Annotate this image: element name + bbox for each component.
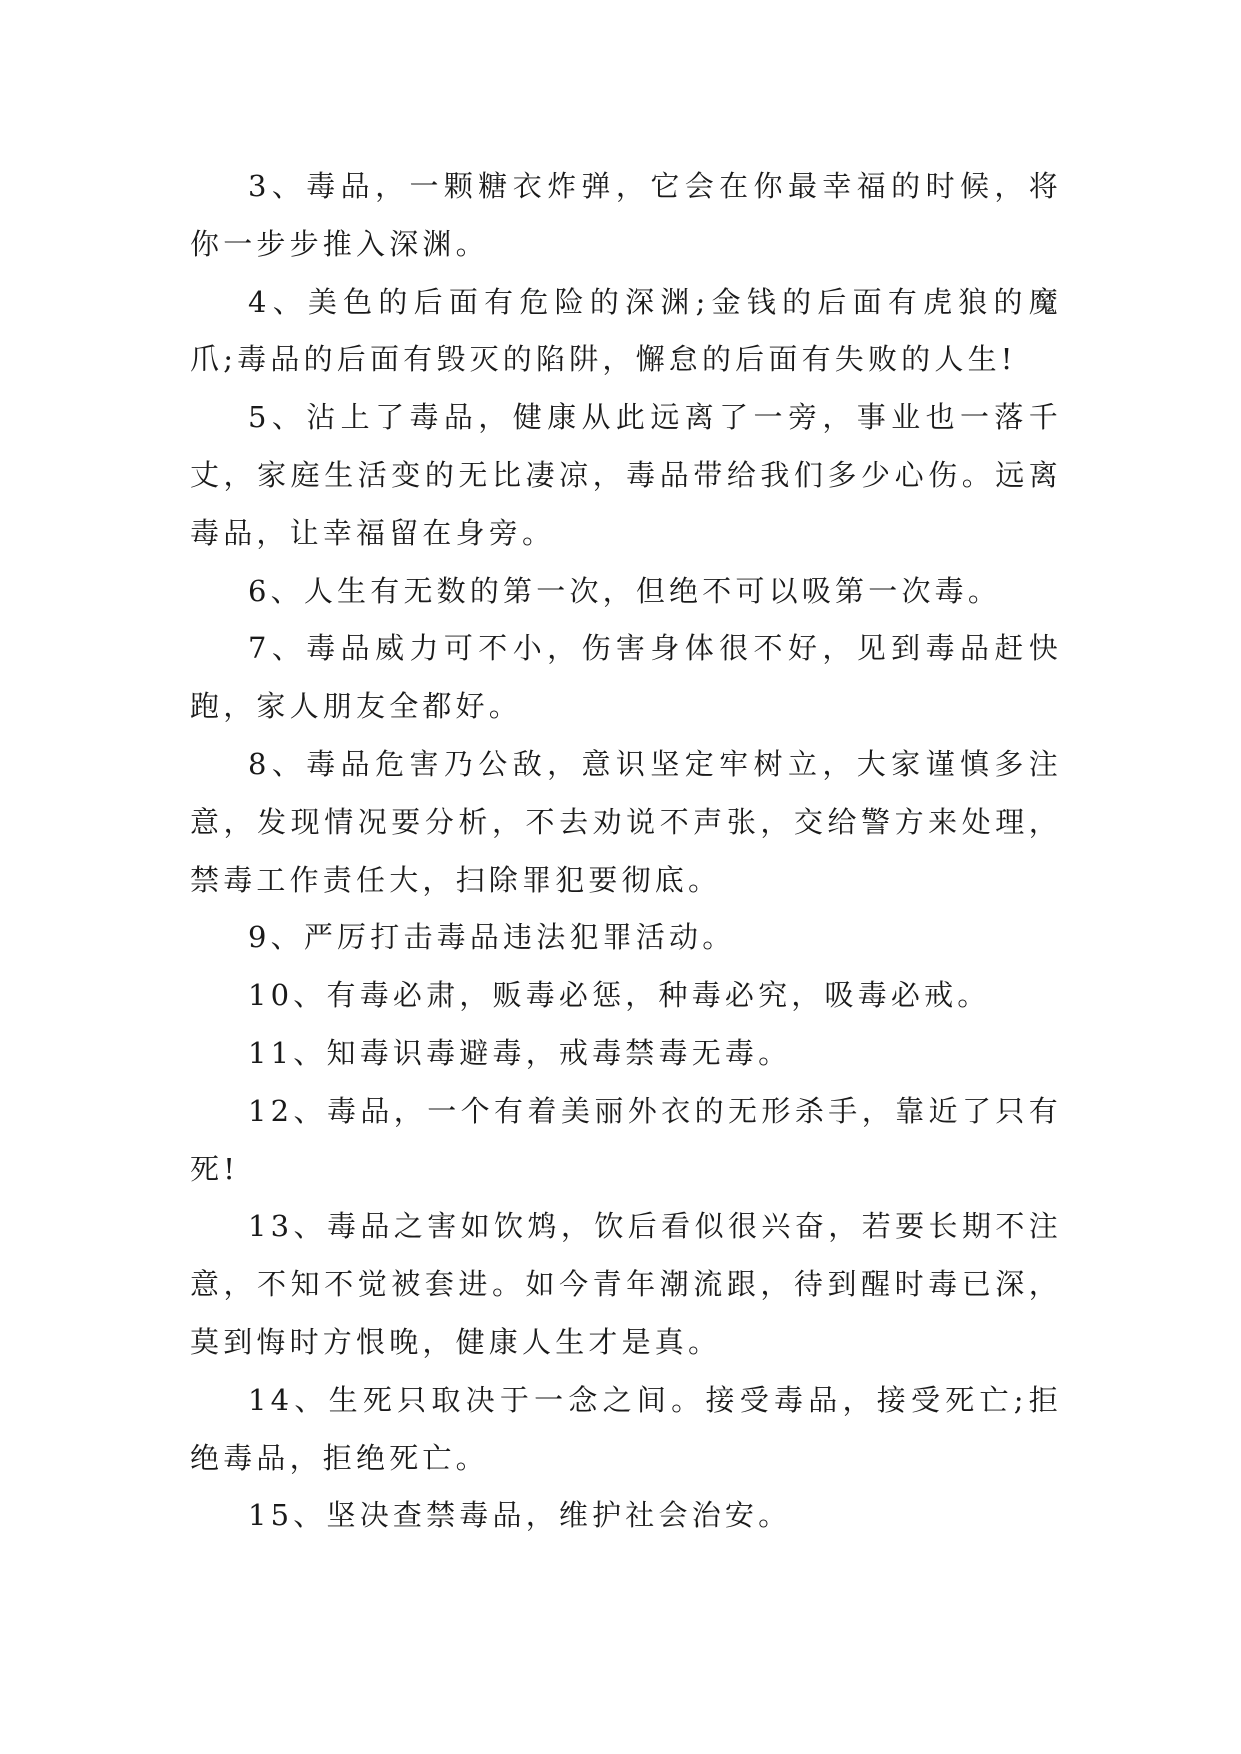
paragraph-11: 11、知毒识毒避毒，戒毒禁毒无毒。 (248, 1035, 792, 1070)
document-body (190, 158, 1062, 1545)
paragraph-5: 5、沾上了毒品，健康从此远离了一旁，事业也一落千丈，家庭生活变的无比凄凉，毒品带给我们多少心伤。远离毒品，让幸福留在身旁。 (190, 400, 1062, 550)
paragraph-6: 6、人生有无数的第一次，但绝不可以吸第一次毒。 (248, 573, 1002, 608)
paragraph-7: 7、毒品威力可不小，伤害身体很不好，见到毒品赶快跑，家人朋友全都好。 (190, 631, 1062, 724)
paragraph-14: 14、生死只取决于一念之间。接受毒品，接受死亡;拒绝毒品，拒绝死亡。 (190, 1382, 1062, 1475)
paragraph-10: 10、有毒必肃，贩毒必惩，种毒必究，吸毒必戒。 (248, 978, 991, 1013)
paragraph-9: 9、严厉打击毒品违法犯罪活动。 (248, 920, 736, 955)
paragraph-8: 8、毒品危害乃公敌，意识坚定牢树立，大家谨慎多注意，发现情况要分析，不去劝说不声张，交给警方来处理，禁毒工作责任大，扫除罪犯要彻底。 (190, 746, 1062, 897)
paragraph-4: 4、美色的后面有危险的深渊;金钱的后面有虎狼的魔爪;毒品的后面有毁灭的陷阱，懈怠的后面有失败的人生! (190, 284, 1062, 377)
paragraph-13: 13、毒品之害如饮鸩，饮后看似很兴奋，若要长期不注意，不知不觉被套进。如今青年潮流跟，待到醒时毒已深，莫到悔时方恨晚，健康人生才是真。 (190, 1209, 1062, 1359)
paragraph-15: 15、坚决查禁毒品，维护社会治安。 (248, 1498, 792, 1533)
paragraph-3: 3、毒品，一颗糖衣炸弹，它会在你最幸福的时候，将你一步步推入深渊。 (190, 169, 1062, 261)
paragraph-12: 12、毒品，一个有着美丽外衣的无形杀手，靠近了只有死! (190, 1093, 1062, 1186)
